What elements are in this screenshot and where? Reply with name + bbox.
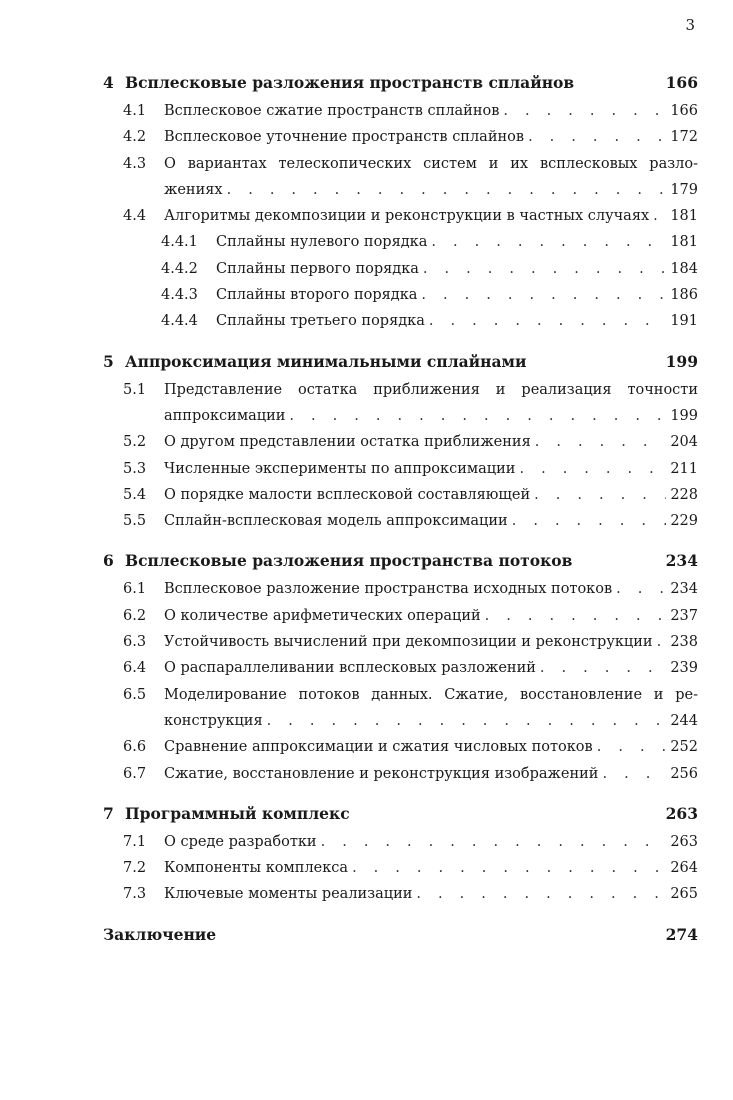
chapter-4 — [103, 68, 698, 335]
dot-leader — [227, 177, 667, 203]
toc-entry-6-7[interactable] — [103, 761, 698, 787]
chapter-page: 234 — [665, 551, 698, 571]
chapter-title: Программный комплекс — [125, 803, 350, 823]
section-page: 199 — [670, 407, 698, 424]
subsection-title: Сплайны второго порядка — [216, 287, 418, 304]
chapter-number: 7 — [103, 803, 114, 823]
section-page: 179 — [670, 181, 698, 198]
section-title: Компоненты комплекса — [164, 860, 349, 877]
section-page: 238 — [670, 634, 698, 651]
dot-leader — [421, 282, 666, 308]
toc-entry-4-4-4[interactable] — [103, 308, 698, 334]
section-number: 4.4 — [123, 208, 147, 225]
chapter-7 — [103, 799, 698, 908]
section-page: 265 — [670, 886, 698, 903]
toc-entry-4-3[interactable] — [103, 151, 698, 204]
toc-entry-5-3[interactable] — [103, 456, 698, 482]
chapter-page: 166 — [665, 73, 698, 92]
chapter-title: Аппроксимация минимальными сплайнами — [125, 351, 527, 371]
subsection-number: 4.4.3 — [161, 287, 198, 304]
section-page: 263 — [670, 833, 698, 850]
toc-entry-6-3[interactable] — [103, 629, 698, 655]
section-number: 6.3 — [123, 634, 147, 651]
toc-entry-5-5[interactable] — [103, 508, 698, 534]
section-title: О другом представлении остатка приближения — [164, 434, 531, 451]
section-title: Всплесковое уточнение пространств сплайнов — [164, 129, 525, 146]
toc-entry-7-2[interactable] — [103, 855, 698, 881]
section-number: 4.1 — [123, 103, 147, 119]
section-title: О распараллеливании всплесковых разложений — [164, 660, 536, 677]
dot-leader — [534, 482, 666, 508]
chapter-number: 5 — [103, 351, 114, 371]
section-page: 237 — [670, 607, 698, 624]
section-title: О порядке малости всплесковой составляющей — [164, 486, 531, 503]
section-page: 234 — [670, 581, 698, 598]
section-number: 4.3 — [123, 155, 147, 172]
toc-entry-4-4-3[interactable] — [103, 282, 698, 308]
dot-leader — [602, 761, 666, 787]
section-number: 7.3 — [123, 886, 147, 903]
section-title-line1: Моделирование потоков данных. Сжатие, восстановление и ре- — [164, 686, 698, 703]
subsection-page: 184 — [670, 260, 698, 277]
chapter-heading[interactable] — [103, 347, 698, 377]
section-title: Устойчивость вычислений при декомпозиции и реконструкции — [164, 634, 653, 651]
section-number: 5.2 — [123, 434, 147, 451]
section-title-line2: конструкция — [164, 712, 263, 729]
section-number: 5.3 — [123, 460, 147, 477]
toc-entry-4-4-2[interactable] — [103, 256, 698, 282]
toc-entry-5-4[interactable] — [103, 482, 698, 508]
section-page: 228 — [670, 486, 698, 503]
subsection-title: Сплайны нулевого порядка — [216, 234, 428, 251]
section-number: 5.4 — [123, 486, 147, 503]
subsection-page: 181 — [670, 234, 698, 251]
section-title: Всплесковое разложение пространства исходных потоков — [164, 581, 613, 598]
toc-entry-6-5[interactable] — [103, 682, 698, 735]
section-title: Сравнение аппроксимации и сжатия числовых потоков — [164, 739, 593, 756]
section-number: 6.6 — [123, 739, 147, 756]
section-page: 239 — [670, 660, 698, 677]
section-number: 7.2 — [123, 860, 147, 877]
section-title: Численные эксперименты по аппроксимации — [164, 460, 516, 477]
toc-entry-6-4[interactable] — [103, 655, 698, 681]
chapter-title: Всплесковые разложения пространства потоков — [125, 551, 573, 571]
section-page: 264 — [670, 860, 698, 877]
chapter-heading[interactable] — [103, 546, 698, 576]
toc-entry-6-1[interactable] — [103, 576, 698, 602]
toc-entry-7-3[interactable] — [103, 881, 698, 907]
conclusion-entry[interactable] — [103, 920, 698, 950]
toc-entry-4-4[interactable] — [103, 203, 698, 229]
section-title: О среде разработки — [164, 833, 317, 850]
dot-leader — [416, 881, 666, 907]
toc-entry-5-2[interactable] — [103, 429, 698, 455]
dot-leader — [503, 98, 666, 124]
section-page: 204 — [670, 434, 698, 451]
dot-leader — [429, 308, 666, 334]
toc-entry-4-4-1[interactable] — [103, 229, 698, 255]
subsection-number: 4.4.2 — [161, 260, 198, 277]
section-title: Сжатие, восстановление и реконструкция изображений — [164, 765, 599, 782]
section-page: 181 — [670, 208, 698, 225]
subsection-number: 4.4.1 — [161, 234, 198, 251]
chapter-heading[interactable] — [103, 799, 698, 829]
toc-entry-4-1[interactable] — [103, 98, 698, 124]
chapter-6 — [103, 546, 698, 786]
section-page: 211 — [670, 460, 698, 477]
section-number: 4.2 — [123, 129, 147, 146]
dot-leader — [321, 829, 667, 855]
chapter-page: 263 — [665, 803, 698, 823]
section-title: Алгоритмы декомпозиции и реконструкции в частных случаях — [164, 208, 650, 225]
toc-entry-5-1[interactable] — [103, 377, 698, 430]
conclusion-page: 274 — [665, 924, 698, 944]
chapter-heading[interactable] — [103, 68, 698, 98]
dot-leader — [267, 708, 667, 734]
chapter-title: Всплесковые разложения пространств сплайнов — [125, 73, 575, 92]
subsection-page: 191 — [670, 313, 698, 330]
dot-leader — [657, 629, 667, 655]
section-page: 172 — [670, 129, 698, 146]
dot-leader — [431, 229, 666, 255]
toc-entry-6-6[interactable] — [103, 734, 698, 760]
section-title-line2: аппроксимации — [164, 407, 286, 424]
section-title: Всплесковое сжатие пространств сплайнов — [164, 103, 500, 119]
dot-leader — [352, 855, 666, 881]
section-number: 6.5 — [123, 686, 147, 703]
dot-leader — [597, 734, 667, 760]
dot-leader — [540, 655, 666, 681]
chapter-number: 6 — [103, 551, 114, 571]
section-title-line1: О вариантах телескопических систем и их всплесковых разло- — [164, 155, 698, 172]
section-page: 229 — [670, 513, 698, 530]
section-number: 5.1 — [123, 381, 147, 398]
chapter-number: 4 — [103, 73, 114, 92]
subsection-title: Сплайны первого порядка — [216, 260, 419, 277]
subsection-title: Сплайны третьего порядка — [216, 313, 425, 330]
subsection-number: 4.4.4 — [161, 313, 198, 330]
section-number: 6.2 — [123, 607, 147, 624]
chapter-5 — [103, 347, 698, 535]
section-number: 7.1 — [123, 833, 147, 850]
dot-leader — [616, 576, 666, 602]
section-title: О количестве арифметических операций — [164, 607, 481, 624]
section-number: 5.5 — [123, 513, 147, 530]
chapter-page: 199 — [665, 351, 698, 371]
dot-leader — [653, 203, 666, 229]
conclusion-title: Заключение — [103, 924, 217, 944]
section-page: 244 — [670, 712, 698, 729]
section-number: 6.1 — [123, 581, 147, 598]
page-number: 3 — [685, 16, 695, 34]
toc-entry-6-2[interactable] — [103, 603, 698, 629]
section-title: Сплайн-всплесковая модель аппроксимации — [164, 513, 508, 530]
dot-leader — [519, 456, 666, 482]
section-title: Ключевые моменты реализации — [164, 886, 413, 903]
dot-leader — [528, 124, 666, 150]
section-title-line2: жениях — [164, 181, 223, 198]
section-title-line1: Представление остатка приближения и реализация точности — [164, 381, 698, 398]
toc-entry-4-2[interactable] — [103, 124, 698, 150]
dot-leader — [535, 429, 667, 455]
section-page: 256 — [670, 765, 698, 782]
toc-entry-7-1[interactable] — [103, 829, 698, 855]
dot-leader — [423, 256, 666, 282]
section-page: 252 — [670, 739, 698, 756]
section-number: 6.4 — [123, 660, 147, 677]
section-number: 6.7 — [123, 765, 147, 782]
dot-leader — [512, 508, 667, 534]
table-of-contents — [103, 68, 698, 950]
dot-leader — [485, 603, 667, 629]
dot-leader — [289, 403, 666, 429]
subsection-page: 186 — [670, 287, 698, 304]
section-page: 166 — [670, 103, 698, 119]
